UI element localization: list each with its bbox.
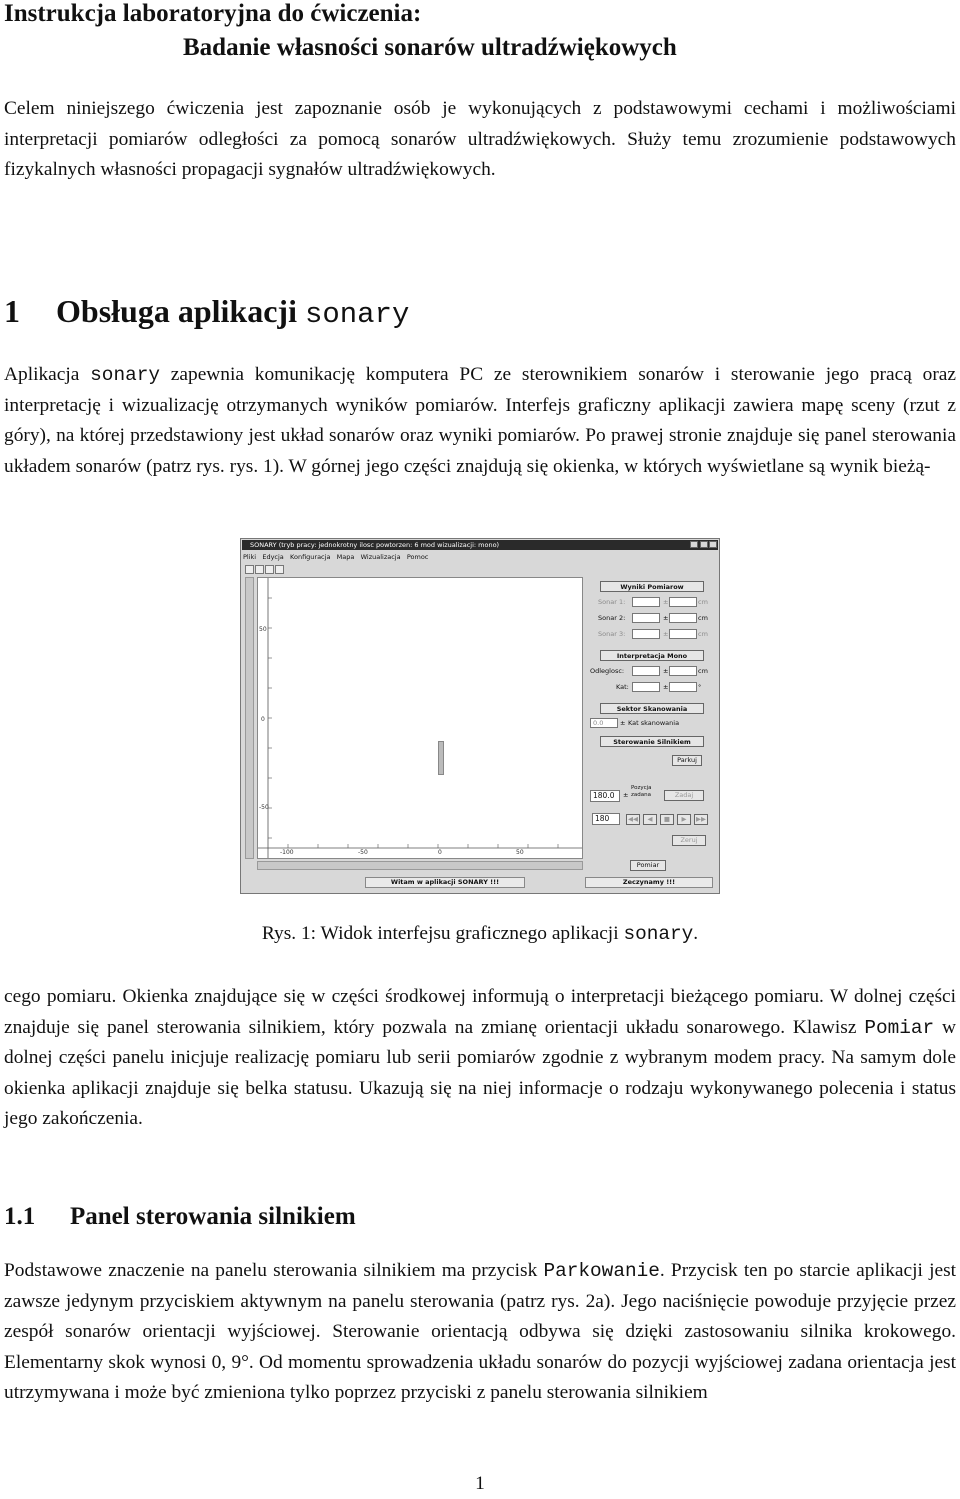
document-title-line1: Instrukcja laboratoryjna do ćwiczenia: xyxy=(4,0,422,27)
control-panel xyxy=(586,577,714,873)
continuation-pre: cego pomiaru. Okienka znajdujące się w części środkowej informują o interpretacji bieżącego pomiaru. W dolnej części znajduje się panel sterowania silnikiem, który pozwala na zmianę orientacji układu sonarowego. Klawisz xyxy=(4,986,956,1038)
map-vertical-scrollbar xyxy=(245,577,254,859)
sonar2-pm: ± xyxy=(663,614,669,622)
distance-unit: cm xyxy=(698,667,708,675)
section-1-paragraph xyxy=(4,360,956,482)
y-tick-minus50: -50 xyxy=(259,804,269,811)
save-icon xyxy=(245,565,254,574)
sonar1-pm: ± xyxy=(663,598,669,606)
section-1-para-post: zapewnia komunikację komputera PC ze sterownikiem sonarów i sterowanie jego pracą oraz interpretację i wizualizację otrzymanych wyników pomiarów. Interfejs graficzny aplikacji zawiera mapę sceny (rzut z góry), na której przedstawiony jest układ sonarów oraz wyniki pomiarów. Po prawej stronie znajduje się panel sterowania układem sonarów (patrz rys. rys. 1). W górnej jego części znajdują się okienka, w których wyświetlane są wynik bieżą- xyxy=(4,364,956,477)
step-field: 180 xyxy=(592,813,620,825)
x-tick-minus100: -100 xyxy=(280,849,294,856)
section-1-para-pre: Aplikacja xyxy=(4,364,91,385)
sonar1-unit: cm xyxy=(698,598,708,606)
section-1-1-title: Panel sterowania silnikiem xyxy=(70,1203,356,1230)
sonar3-unit: cm xyxy=(698,630,708,638)
x-tick-50: 50 xyxy=(516,849,524,856)
scan-angle-spin-icon: ± xyxy=(620,719,626,727)
sonar1-field xyxy=(632,597,660,607)
page-number: 1 xyxy=(475,1473,485,1494)
figure-caption-end: . xyxy=(693,923,699,944)
intro-paragraph: Celem niniejszego ćwiczenia jest zapoznanie osób je wykonujących z podstawowymi cechami i możliwościami interpretacji pomiarów odległości za pomocą sonarów ultradźwiękowych. Służy temu zrozumienie podstawowych fizykalnych własności propagacji sygnałów ultradźwiękowych. xyxy=(4,98,956,180)
distance-pm: ± xyxy=(663,667,669,675)
angle-unit: ° xyxy=(698,683,702,691)
window-title: SONARY (tryb pracy: jednokrotny ilosc powtorzen: 6 mod wizualizacji: mono) xyxy=(250,541,500,549)
app-screenshot-figure xyxy=(240,538,720,894)
angle-error-field xyxy=(669,682,697,692)
sonar2-unit: cm xyxy=(698,614,708,622)
sonar3-field xyxy=(632,629,660,639)
y-tick-0: 0 xyxy=(261,716,265,723)
rewind-icon: ◀◀ xyxy=(628,815,638,823)
continuation-paragraph xyxy=(4,982,956,1135)
map-horizontal-scrollbar xyxy=(257,861,583,870)
document-title-line2: Badanie własności sonarów ultradźwiękowych xyxy=(183,34,677,61)
section-1-title-code: sonary xyxy=(304,298,410,331)
zoom-icon xyxy=(265,565,274,574)
section-1-1-para-code: Parkowanie xyxy=(543,1260,660,1282)
scan-sector-button: Sektor Skanowania xyxy=(600,703,704,714)
section-1-1-para-post: . Przycisk ten po starcie aplikacji jest zawsze jedynym przyciskiem aktywnym na panelu sterowania (patrz rys. 2a). Jego naciśnięcie powoduje przyjęcie przez zespół sonarów orientacji wyjściowej. Sterowanie orientacją odbywa się dzięki zastosowaniu silnika krokowego. Elementarny skok wynosi 0, 9°. Od momentu sprowadzenia układu sonarów do pozycji wyjściowej zadana orientacja jest utrzymywana i może być zmieniona tylko poprzez przyciski z panelu sterowania silnikiem xyxy=(4,1260,957,1403)
menu-edycja: Edycja xyxy=(262,553,284,561)
position-label-2: zadana xyxy=(631,792,651,798)
mono-interpretation-button: Interpretacja Mono xyxy=(600,650,704,661)
section-1-1-number: 1.1 xyxy=(4,1203,36,1230)
menu-bar xyxy=(243,552,717,562)
section-1-1-paragraph xyxy=(4,1256,956,1409)
figure-caption xyxy=(0,923,960,945)
position-field: 180.0 xyxy=(590,790,620,802)
toolbar xyxy=(245,565,285,575)
stop-icon: ■ xyxy=(660,814,674,825)
scan-angle-label: Kat skanowania xyxy=(628,719,680,727)
grid-icon xyxy=(255,565,264,574)
angle-field xyxy=(632,682,660,692)
x-tick-minus50: -50 xyxy=(358,849,368,856)
measure-button: Pomiar xyxy=(630,860,666,871)
sonar1-label: Sonar 1: xyxy=(598,598,626,606)
position-label-1: Pozycja xyxy=(631,785,652,791)
menu-pomoc: Pomoc xyxy=(406,553,429,561)
section-1-heading xyxy=(4,293,409,331)
step-back-icon: ◀ xyxy=(643,814,657,825)
menu-wizualizacja: Wizualizacja xyxy=(360,553,401,561)
window-titlebar xyxy=(242,540,718,550)
sonar3-error-field xyxy=(669,629,697,639)
section-1-1-heading xyxy=(4,1203,356,1231)
status-bar xyxy=(245,875,715,889)
section-1-1-para-pre: Podstawowe znaczenie na panelu sterowania silnikiem ma przycisk xyxy=(4,1260,544,1281)
status-result: Zeczynamy !!! xyxy=(585,877,713,888)
distance-field xyxy=(632,666,660,676)
fast-forward-icon: ▶▶ xyxy=(696,815,706,823)
menu-pliki: Pliki xyxy=(243,553,257,561)
park-button: Parkuj xyxy=(672,755,702,766)
menu-konfiguracja: Konfiguracja xyxy=(290,553,331,561)
status-message: Witam w aplikacji SONARY !!! xyxy=(365,877,525,888)
results-button: Wyniki Pomiarow xyxy=(600,581,704,592)
sonar2-label: Sonar 2: xyxy=(598,614,626,622)
distance-error-field xyxy=(669,666,697,676)
x-tick-0: 0 xyxy=(438,849,442,856)
map-rulers xyxy=(258,578,582,858)
scene-map xyxy=(257,577,583,859)
sonar2-error-field xyxy=(669,613,697,623)
section-1-number: 1 xyxy=(4,293,20,329)
figure-caption-code: sonary xyxy=(623,923,694,945)
zero-button: Zeruj xyxy=(672,835,706,846)
refresh-icon xyxy=(275,565,284,574)
section-1-title: Obsługa aplikacji xyxy=(56,293,297,329)
figure-caption-text: Rys. 1: Widok interfejsu graficznego aplikacji xyxy=(261,923,624,944)
sonar-array-marker xyxy=(438,741,444,775)
sonar3-label: Sonar 3: xyxy=(598,630,626,638)
angle-pm: ± xyxy=(663,683,669,691)
continuation-code: Pomiar xyxy=(864,1016,935,1039)
minimize-icon xyxy=(690,541,698,548)
close-icon xyxy=(709,541,717,548)
set-position-button: Zadaj xyxy=(664,790,704,801)
motor-control-button: Sterowanie Silnikiem xyxy=(600,736,704,747)
y-tick-50: 50 xyxy=(259,626,267,633)
sonar1-error-field xyxy=(669,597,697,607)
distance-label: Odleglosc: xyxy=(590,667,625,675)
sonar2-field xyxy=(632,613,660,623)
continuation-post: w dolnej części panelu inicjuje realizację pomiaru lub serii pomiarów zgodnie z wybranym modem pracy. Na samym dole okienka aplikacji znajduje się belka statusu. Ukazują się na niej informacje o rodzaju wykonywanego polecenia i status jego zakończenia. xyxy=(4,1016,957,1129)
step-forward-icon: ▶ xyxy=(677,814,691,825)
angle-label: Kat: xyxy=(616,683,629,691)
menu-mapa: Mapa xyxy=(336,553,355,561)
sonar3-pm: ± xyxy=(663,630,669,638)
scan-angle-field: 0.0 xyxy=(590,718,618,728)
section-1-para-code: sonary xyxy=(90,364,160,386)
position-spin-icon: ± xyxy=(623,791,629,799)
maximize-icon xyxy=(700,541,708,548)
